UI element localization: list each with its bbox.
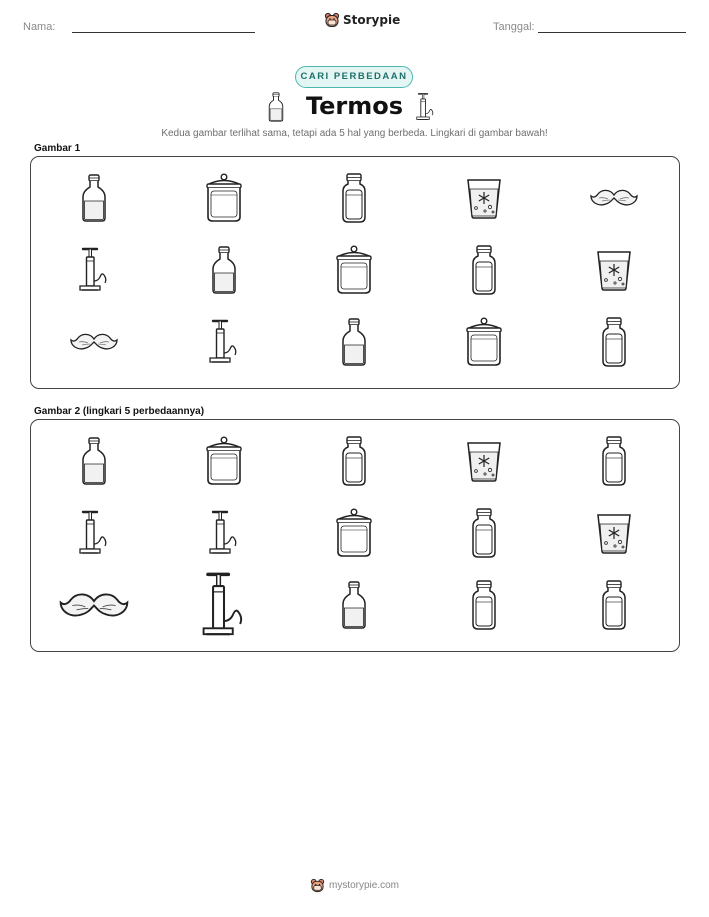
name-field-line[interactable] (72, 32, 255, 33)
picture1-r2c4-vial-icon (419, 233, 549, 307)
picture1-r1c5-mustache-icon (549, 161, 679, 235)
picture2-r3c2-pump-icon[interactable] (159, 568, 289, 642)
picture2-r1c1-bottle-icon[interactable] (29, 424, 159, 498)
picture1-r1c3-vial-icon (289, 161, 419, 235)
picture1-r1c1-bottle-icon (29, 161, 159, 235)
date-label: Tanggal: (493, 21, 535, 33)
picture2-r2c1-pump-icon[interactable] (29, 496, 159, 570)
picture1-r3c5-vial-icon (549, 305, 679, 379)
bear-mascot-icon (310, 878, 325, 893)
picture1-r2c1-pump-icon (29, 233, 159, 307)
picture2-r2c3-jar-icon[interactable] (289, 496, 419, 570)
bear-mascot-icon (324, 12, 340, 28)
picture2-r3c1-mustache-icon[interactable] (29, 568, 159, 642)
picture1-r2c5-cup-icon (549, 233, 679, 307)
picture1-r1c2-jar-icon (159, 161, 289, 235)
picture1-r2c3-jar-icon (289, 233, 419, 307)
instructions: Kedua gambar terlihat sama, tetapi ada 5 hal yang berbeda. Lingkari di gambar bawah! (161, 128, 548, 139)
picture2-r2c2-pump-icon[interactable] (159, 496, 289, 570)
worksheet-title: Termos (305, 92, 404, 120)
pump-icon (416, 92, 440, 122)
picture1-r1c4-cup-icon (419, 161, 549, 235)
picture2-r1c5-vial-icon[interactable] (549, 424, 679, 498)
picture2-r3c4-vial-icon[interactable] (419, 568, 549, 642)
footer (0, 878, 709, 893)
picture-2-label: Gambar 2 (lingkari 5 perbedaannya) (34, 406, 205, 417)
picture2-r3c3-bottle-icon[interactable] (289, 568, 419, 642)
footer-site: mystorypie.com (328, 880, 399, 891)
activity-badge: CARI PERBEDAAN (295, 66, 413, 88)
name-label: Nama: (23, 21, 56, 33)
picture-2-panel[interactable] (30, 419, 680, 652)
picture2-r1c4-cup-icon[interactable] (419, 424, 549, 498)
picture-1-label: Gambar 1 (34, 143, 81, 154)
picture2-r1c2-jar-icon[interactable] (159, 424, 289, 498)
picture2-r1c3-vial-icon[interactable] (289, 424, 419, 498)
brand-name: Storypie (343, 13, 401, 27)
picture1-r2c2-bottle-icon (159, 233, 289, 307)
date-field-line[interactable] (538, 32, 686, 33)
storypie-logo (324, 12, 400, 28)
picture1-r3c4-jar-icon (419, 305, 549, 379)
picture-1-panel (30, 156, 680, 389)
picture1-r3c1-mustache-icon (29, 305, 159, 379)
picture1-r3c2-pump-icon (159, 305, 289, 379)
picture1-r3c3-bottle-icon (289, 305, 419, 379)
bottle-icon (268, 92, 292, 122)
picture2-r2c4-vial-icon[interactable] (419, 496, 549, 570)
picture2-r2c5-cup-icon[interactable] (549, 496, 679, 570)
picture2-r3c5-vial-icon[interactable] (549, 568, 679, 642)
worksheet-header (0, 0, 709, 50)
